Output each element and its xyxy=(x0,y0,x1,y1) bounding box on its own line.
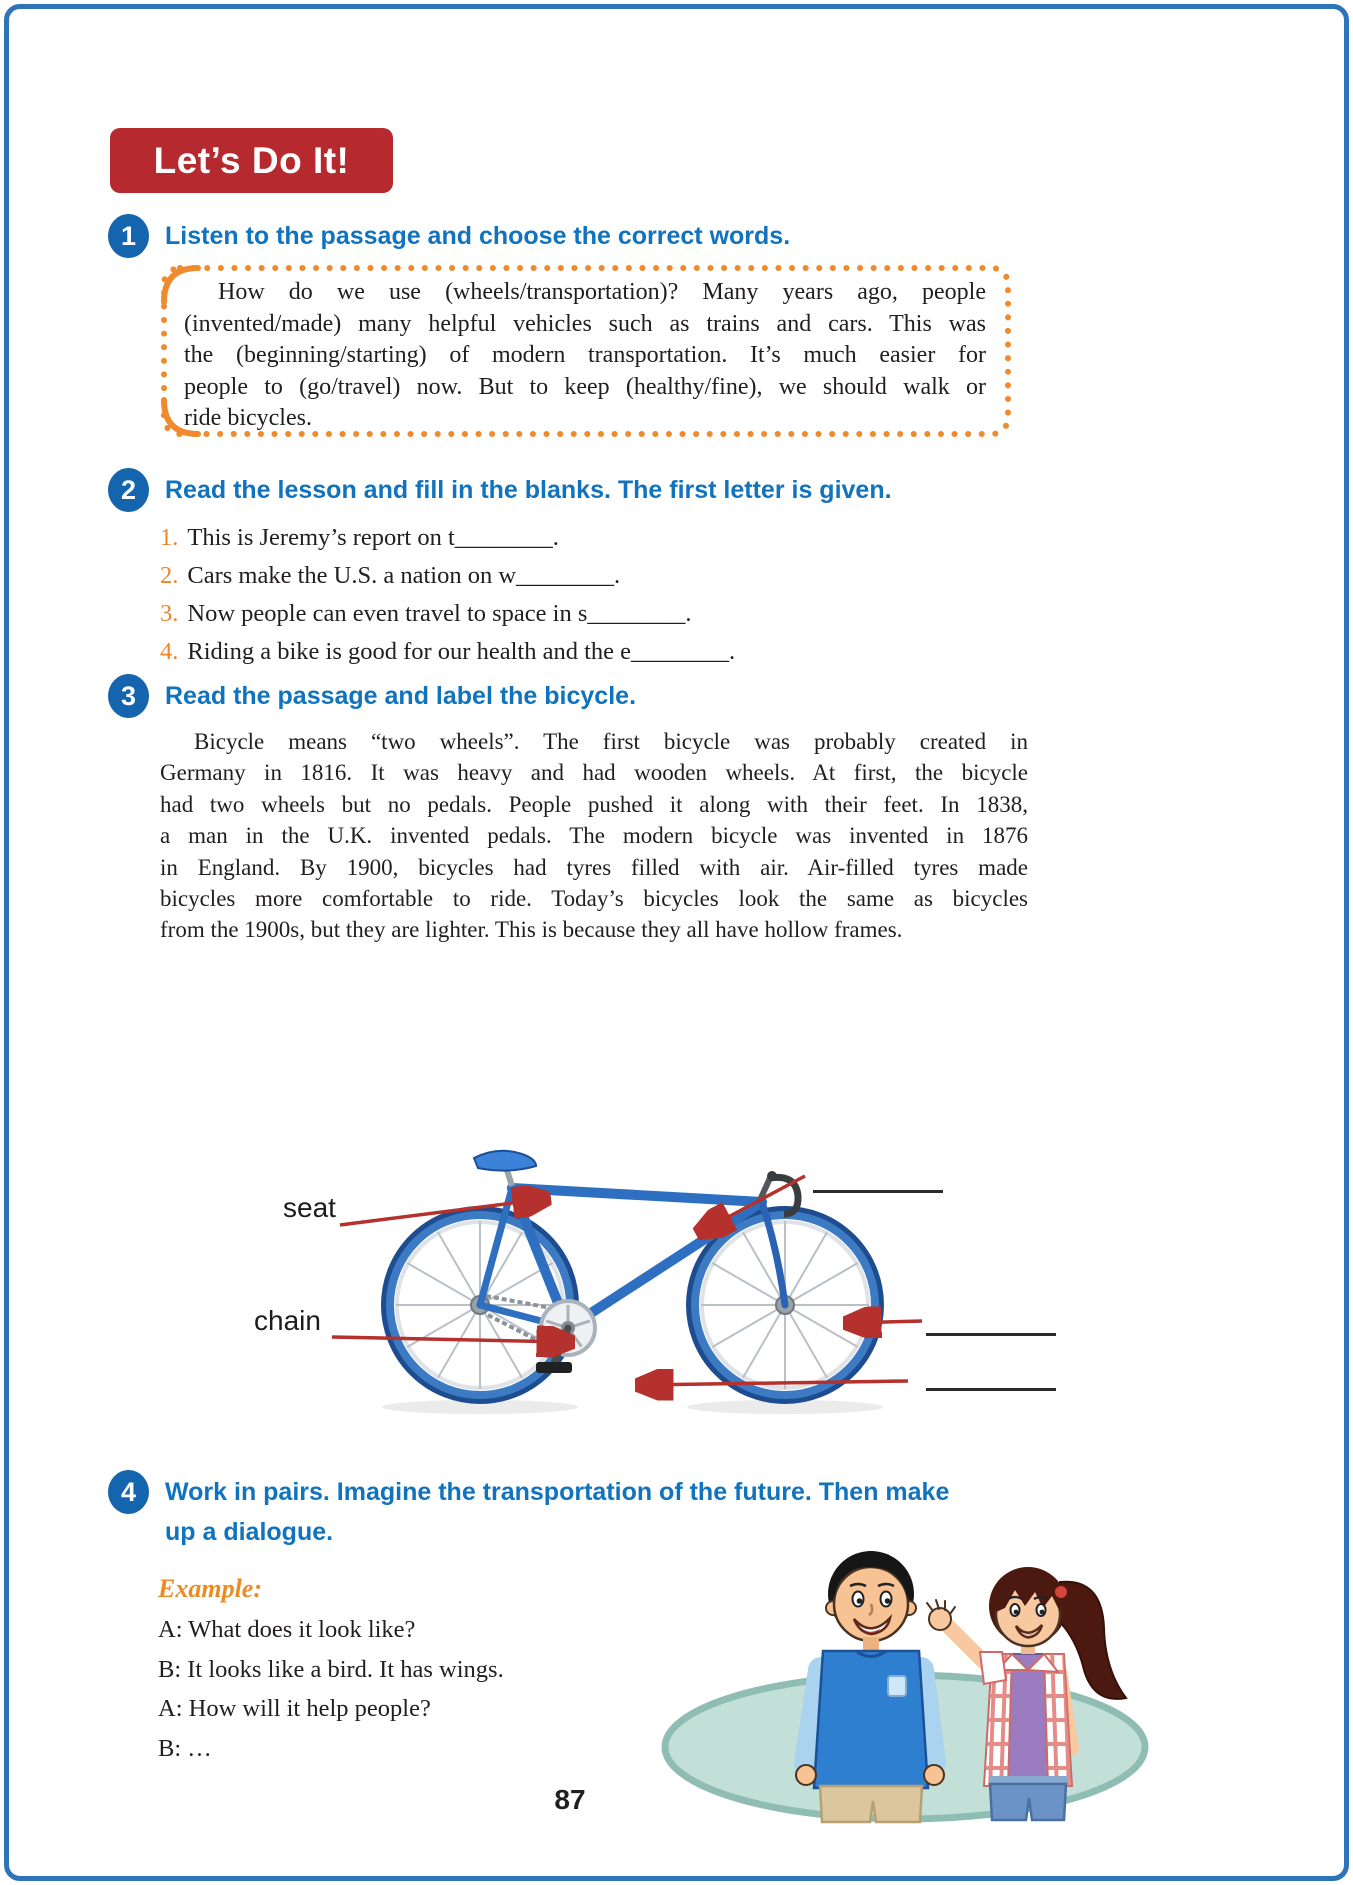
list-item xyxy=(160,633,735,671)
bicycle-passage xyxy=(160,726,1028,946)
item-text: Riding a bike is good for our health and the e________. xyxy=(187,638,736,665)
item-text: Now people can even travel to space in s________. xyxy=(187,600,692,627)
exercise-2-number-badge: 2 xyxy=(108,468,149,512)
item-text: This is Jeremy’s report on t________. xyxy=(187,524,559,551)
page-number: 87 xyxy=(554,1784,586,1815)
passage-line: How do we use (wheels/transportation)? Many years ago, people xyxy=(218,279,986,305)
passage-line: a man in the U.K. invented pedals. The modern bicycle was invented in 1876 xyxy=(160,823,1028,849)
lets-do-it-banner xyxy=(110,128,393,193)
heading-line: Work in pairs. Imagine the transportation of the future. Then make xyxy=(165,1478,950,1506)
exercise-1-header xyxy=(108,216,790,258)
fill-in-blanks-list xyxy=(160,519,735,671)
pedal-arrow xyxy=(642,1381,908,1385)
example-dialogue xyxy=(158,1610,504,1768)
exercise-2-header xyxy=(108,470,892,512)
bicycle-pedal xyxy=(536,1301,595,1373)
label-blank-pedal xyxy=(926,1388,1056,1391)
bicycle-frame xyxy=(480,1188,785,1328)
passage-line: (invented/made) many helpful vehicles such as trains and cars. This was xyxy=(184,310,986,337)
example-label: Example: xyxy=(158,1574,262,1603)
exercise-3-number-badge: 3 xyxy=(108,674,149,718)
passage-line: people to (go/travel) now. But to keep (healthy/fine), we should walk or xyxy=(184,373,986,400)
list-item xyxy=(160,595,735,633)
exercise-1-number-badge: 1 xyxy=(108,214,149,258)
passage-line: the (beginning/starting) of modern transportation. It’s much easier for xyxy=(184,342,986,368)
bicycle-figure xyxy=(140,960,1160,1430)
item-number: 1. xyxy=(160,524,179,551)
dialogue-line: B: It looks like a bird. It has wings. xyxy=(158,1655,504,1683)
passage-line: bicycles more comfortable to ride. Today’s bicycles look the same as bicycles xyxy=(160,886,1028,912)
dialogue-line: A: How will it help people? xyxy=(158,1695,431,1722)
passage-line: Germany in 1816. It was heavy and had wooden wheels. At first, the bicycle xyxy=(160,760,1028,786)
passage-line: ride bicycles. xyxy=(184,405,312,431)
exercise-2-heading: Read the lesson and fill in the blanks. The first letter is given. xyxy=(165,476,892,504)
exercise-4-number-badge: 4 xyxy=(108,1470,149,1514)
item-number: 3. xyxy=(160,600,179,627)
listening-passage-box xyxy=(160,264,1012,438)
seat-label: seat xyxy=(283,1192,336,1223)
label-blank-handlebar xyxy=(813,1190,943,1193)
item-number: 2. xyxy=(160,562,179,589)
dialogue-line: A: What does it look like? xyxy=(158,1616,416,1643)
exercise-3-header xyxy=(108,676,636,718)
passage-line: from the 1900s, but they are lighter. This is because they all have hollow frames. xyxy=(160,917,903,943)
exercise-3-heading: Read the passage and label the bicycle. xyxy=(165,682,637,710)
boy-figure xyxy=(796,1551,944,1822)
label-blank-wheel xyxy=(926,1333,1056,1336)
item-number: 4. xyxy=(160,638,179,665)
item-text: Cars make the U.S. a nation on w________. xyxy=(187,562,621,589)
dialogue-line: B: … xyxy=(158,1734,212,1762)
wheel-arrow xyxy=(850,1321,922,1323)
banner-label: Let’s Do It! xyxy=(153,139,350,181)
passage-line: in England. By 1900, bicycles had tyres filled with air. Air-filled tyres made xyxy=(160,854,1028,880)
passage-line: had two wheels but no pedals. People pushed it along with their feet. In 1838, xyxy=(160,791,1028,817)
heading-line: up a dialogue. xyxy=(165,1518,334,1546)
list-item xyxy=(160,557,735,595)
list-item xyxy=(160,519,735,557)
exercise-1-heading: Listen to the passage and choose the correct words. xyxy=(165,222,791,250)
chain-label: chain xyxy=(254,1305,321,1336)
bicycle-seat xyxy=(474,1151,536,1186)
passage-line: Bicycle means “two wheels”. The first bicycle was probably created in xyxy=(194,729,1028,754)
